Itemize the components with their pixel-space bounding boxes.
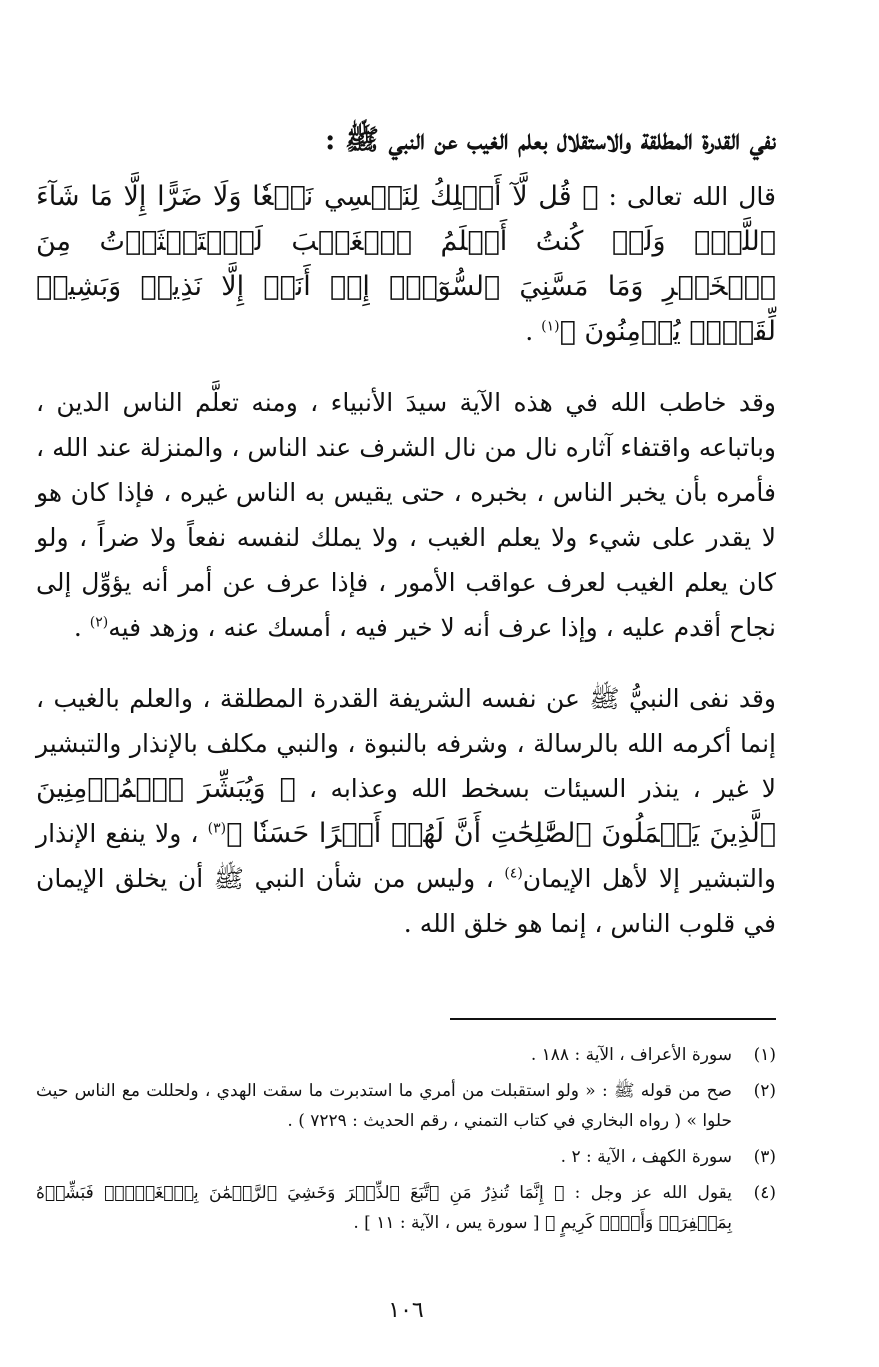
footnote-number: (٤) bbox=[753, 1183, 776, 1203]
footnote-text: يقول الله عز وجل : ﴿ إِنَّمَا تُنذِرُ مَنِ ٱتَّبَعَ ٱلذِّكۡرَ وَخَشِيَ ٱلرَّحۡمَٰنَ بِٱلۡغَيۡبِۖ فَبَشِّرۡهُ بِمَغۡفِرَةٖ وَأَجۡرٖ كَرِيمٍ ﴾ [ سورة يس ، الآية : ١١ ] . bbox=[36, 1183, 732, 1233]
quran-verse: ﴿ قُل لَّآ أَمۡلِكُ لِنَفۡسِي نَفۡعٗا وَلَا ضَرًّا إِلَّا مَا شَآءَ ٱللَّهُۚ وَلَوۡ كُنتُ أَعۡلَمُ ٱلۡغَيۡبَ لَٱسۡتَكۡثَرۡتُ مِنَ ٱلۡخَيۡرِ وَمَا مَسَّنِيَ ٱلسُّوٓءُۚ إِنۡ أَنَا۠ إِلَّا نَذِيرٞ وَبَشِيرٞ لِّقَوۡمٖ يُؤۡمِنُونَ ﴾ bbox=[36, 181, 776, 347]
section-heading: نفي القدرة المطلقة والاستقلال بعلم الغيب عن النبي ﷺ : bbox=[325, 123, 776, 156]
footnotes bbox=[36, 1040, 776, 1244]
footnote-text: سورة الأعراف ، الآية : ١٨٨ . bbox=[530, 1045, 732, 1065]
sentence-end: . bbox=[73, 613, 90, 642]
paragraph-text: وقد نفى النبيُّ ﷺ عن نفسه الشريفة القدرة المطلقة ، والعلم بالغيب ، إنما أكرمه الله بالرسالة ، وشرفه بالنبوة ، والنبي مكلف بالإنذار والتبشير لا غير ، ينذر السيئات بسخط الله وعذابه ، bbox=[36, 684, 776, 803]
paragraph-text: ، ولا ينفع الإنذار والتبشير إلا لأهل الإيمان bbox=[36, 819, 776, 893]
footnote-divider bbox=[450, 1018, 776, 1020]
paragraph-verse-quote bbox=[36, 174, 776, 354]
sentence-end: . bbox=[525, 317, 542, 346]
page-content bbox=[36, 120, 776, 1340]
footnote-text: سورة الكهف ، الآية : ٢ . bbox=[560, 1147, 732, 1167]
footnote-item bbox=[36, 1142, 776, 1172]
footnote-text: صح من قوله ﷺ : « ولو استقبلت من أمري ما استدبرت ما سقت الهدي ، ولحللت مع الناس حيث حلوا » ( رواه البخاري في كتاب التمني ، رقم الحديث : ٧٢٢٩ ) . bbox=[36, 1081, 732, 1131]
footnote-ref: (٤) bbox=[504, 865, 523, 882]
footnote-item bbox=[36, 1040, 776, 1070]
quran-verse: ﴿ وَيُبَشِّرَ ٱلۡمُؤۡمِنِينَ ٱلَّذِينَ يَعۡمَلُونَ ٱلصَّٰلِحَٰتِ أَنَّ لَهُمۡ أَجۡرًا حَسَنٗا ﴾ bbox=[36, 773, 777, 849]
quote-intro: قال الله تعالى : bbox=[598, 182, 776, 211]
footnote-ref: (٢) bbox=[89, 614, 109, 631]
footnote-ref: (١) bbox=[541, 318, 560, 335]
footnote-number: (١) bbox=[753, 1045, 776, 1065]
paragraph-explanation bbox=[36, 380, 776, 650]
paragraph-negation bbox=[36, 676, 776, 946]
footnote-item bbox=[36, 1178, 776, 1238]
footnote-number: (٢) bbox=[753, 1081, 776, 1101]
paragraph-text: ، وليس من شأن النبي ﷺ أن يخلق الإيمان في قلوب الناس ، إنما هو خلق الله . bbox=[36, 864, 776, 938]
footnote-number: (٣) bbox=[753, 1147, 776, 1167]
footnote-ref: (٣) bbox=[207, 820, 227, 837]
footnote-item bbox=[36, 1076, 776, 1136]
paragraph-text: وقد خاطب الله في هذه الآية سيدَ الأنبياء ، ومنه تعلَّم الناس الدين ، وباتباعه واقتفاء آثاره نال من نال الشرف عند الناس ، والمنزلة عند الله ، فأمره بأن يخبر الناس ، بخبره ، حتى يقيس به الناس غيره ، فإذا كان هو لا يقدر على شيء ولا يعلم الغيب ، ولا يملك لنفسه نفعاً ولا ضراً ، ولو كان يعلم الغيب لعرف عواقب الأمور ، فإذا عرف عن أمر أنه يؤوِّل إلى نجاح أقدم عليه ، وإذا عرف أنه لا خير فيه ، أمسك عنه ، وزهد فيه bbox=[36, 388, 776, 642]
page-number: ١٠٦ bbox=[388, 1298, 424, 1323]
